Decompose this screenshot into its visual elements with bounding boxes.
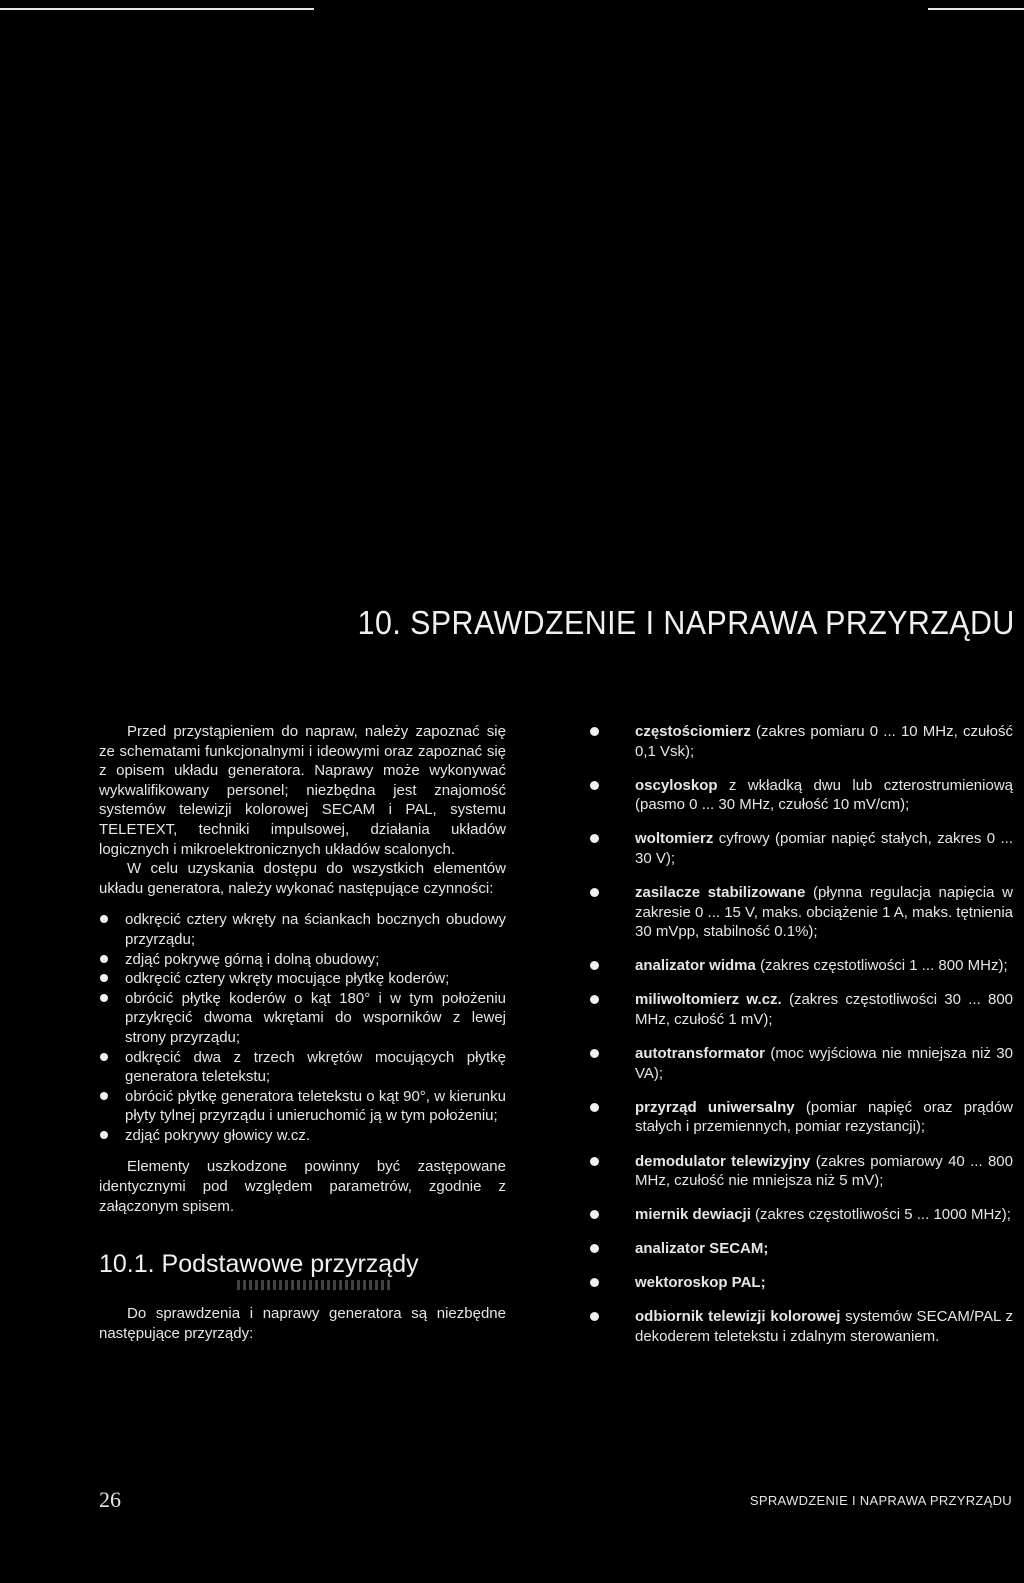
- bullet-icon: [590, 888, 599, 897]
- list-item: zdjąć pokrywę górną i dolną obudowy;: [99, 950, 506, 970]
- list-item: demodulator telewizyjny (zakres pomiarowy 40 ... 800 MHz, czułość nie mniejsza niż 5 mV);: [590, 1152, 1013, 1191]
- bullet-icon: [100, 1092, 108, 1100]
- list-item: analizator widma (zakres częstotliwości 1 ... 800 MHz);: [590, 956, 1013, 976]
- bullet-icon: [590, 1210, 599, 1219]
- list-item: zdjąć pokrywy głowicy w.cz.: [99, 1126, 506, 1146]
- bullet-icon: [590, 1244, 599, 1253]
- bullet-icon: [590, 1103, 599, 1112]
- list-item: analizator SECAM;: [590, 1239, 1013, 1259]
- bullet-icon: [590, 781, 599, 790]
- intro-paragraph: Przed przystąpieniem do napraw, należy zapoznać się ze schematami funkcjonalnymi i ideowymi oraz zapoznać się z opisem układu generatora. Naprawy może wykonywać wykwalifikowany personel; niezbędna jest znajomość systemów telewizji kolorowej SECAM i PAL, systemu TELETEXT, techniki impulsowej, działania układów logicznych i mikroelektronicznych układów scalonych.: [99, 723, 506, 858]
- access-paragraph: W celu uzyskania dostępu do wszystkich elementów układu generatora, należy wykonać następujące czynności:: [99, 860, 506, 897]
- top-rule-left: [0, 8, 314, 10]
- bullet-icon: [590, 1157, 599, 1166]
- bullet-icon: [590, 727, 599, 736]
- list-item: miernik dewiacji (zakres częstotliwości 5 ... 1000 MHz);: [590, 1205, 1013, 1225]
- list-item: odbiornik telewizji kolorowej systemów SECAM/PAL z dekoderem teletekstu i zdalnym sterowaniem.: [590, 1307, 1013, 1346]
- list-item: odkręcić cztery wkręty mocujące płytkę koderów;: [99, 969, 506, 989]
- list-item: częstościomierz (zakres pomiaru 0 ... 10 MHz, czułość 0,1 Vsk);: [590, 722, 1013, 761]
- bullet-icon: [100, 1131, 108, 1139]
- replacement-paragraph: Elementy uszkodzone powinny być zastępowane identycznymi pod względem parametrów, zgodnie z załączonym spisem.: [99, 1158, 506, 1215]
- section-underline-mark: [237, 1280, 393, 1290]
- bullet-icon: [100, 974, 108, 982]
- bullet-icon: [590, 1278, 599, 1287]
- bullet-icon: [100, 955, 108, 963]
- left-column: [99, 722, 506, 1343]
- bullet-icon: [590, 834, 599, 843]
- bullet-icon: [100, 994, 108, 1002]
- right-column: [590, 722, 1013, 1361]
- running-title: SPRAWDZENIE I NAPRAWA PRZYRZĄDU: [749, 1493, 1012, 1508]
- disassembly-steps-list: [99, 910, 506, 1145]
- list-item: wektoroskop PAL;: [590, 1273, 1013, 1293]
- top-rule-right: [928, 8, 1024, 10]
- list-item: obrócić płytkę generatora teletekstu o kąt 90°, w kierunku płyty tylnej przyrządu i unieruchomić ją w tym położeniu;: [99, 1087, 506, 1126]
- list-item: autotransformator (moc wyjściowa nie mniejsza niż 30 VA);: [590, 1044, 1013, 1083]
- bullet-icon: [590, 1312, 599, 1321]
- bullet-icon: [100, 1053, 108, 1061]
- instruments-intro-paragraph: Do sprawdzenia i naprawy generatora są niezbędne następujące przyrządy:: [99, 1305, 506, 1342]
- bullet-icon: [590, 995, 599, 1004]
- list-item: oscyloskop z wkładką dwu lub czterostrumieniową (pasmo 0 ... 30 MHz, czułość 10 mV/cm);: [590, 776, 1013, 815]
- instrument-list: [590, 722, 1013, 1347]
- bullet-icon: [590, 1049, 599, 1058]
- list-item: odkręcić dwa z trzech wkrętów mocujących płytkę generatora teletekstu;: [99, 1048, 506, 1087]
- section-title: 10.1. Podstawowe przyrządy: [99, 1250, 419, 1279]
- list-item: obrócić płytkę koderów o kąt 180° i w tym położeniu przykręcić dwoma wkrętami do wsporników z lewej strony przyrządu;: [99, 989, 506, 1048]
- list-item: przyrząd uniwersalny (pomiar napięć oraz prądów stałych i przemiennych, pomiar rezystancji);: [590, 1098, 1013, 1137]
- bullet-icon: [100, 915, 108, 923]
- chapter-title: 10. SPRAWDZENIE I NAPRAWA PRZYRZĄDU: [357, 604, 1015, 641]
- list-item: odkręcić cztery wkręty na ściankach bocznych obudowy przyrządu;: [99, 910, 506, 949]
- page-number: 26: [99, 1487, 121, 1512]
- list-item: zasilacze stabilizowane (płynna regulacja napięcia w zakresie 0 ... 15 V, maks. obciążenie 1 A, maks. tętnienia 30 mVpp, stabilność 0.1%);: [590, 883, 1013, 942]
- bullet-icon: [590, 961, 599, 970]
- list-item: miliwoltomierz w.cz. (zakres częstotliwości 30 ... 800 MHz, czułość 1 mV);: [590, 990, 1013, 1029]
- list-item: woltomierz cyfrowy (pomiar napięć stałych, zakres 0 ... 30 V);: [590, 829, 1013, 868]
